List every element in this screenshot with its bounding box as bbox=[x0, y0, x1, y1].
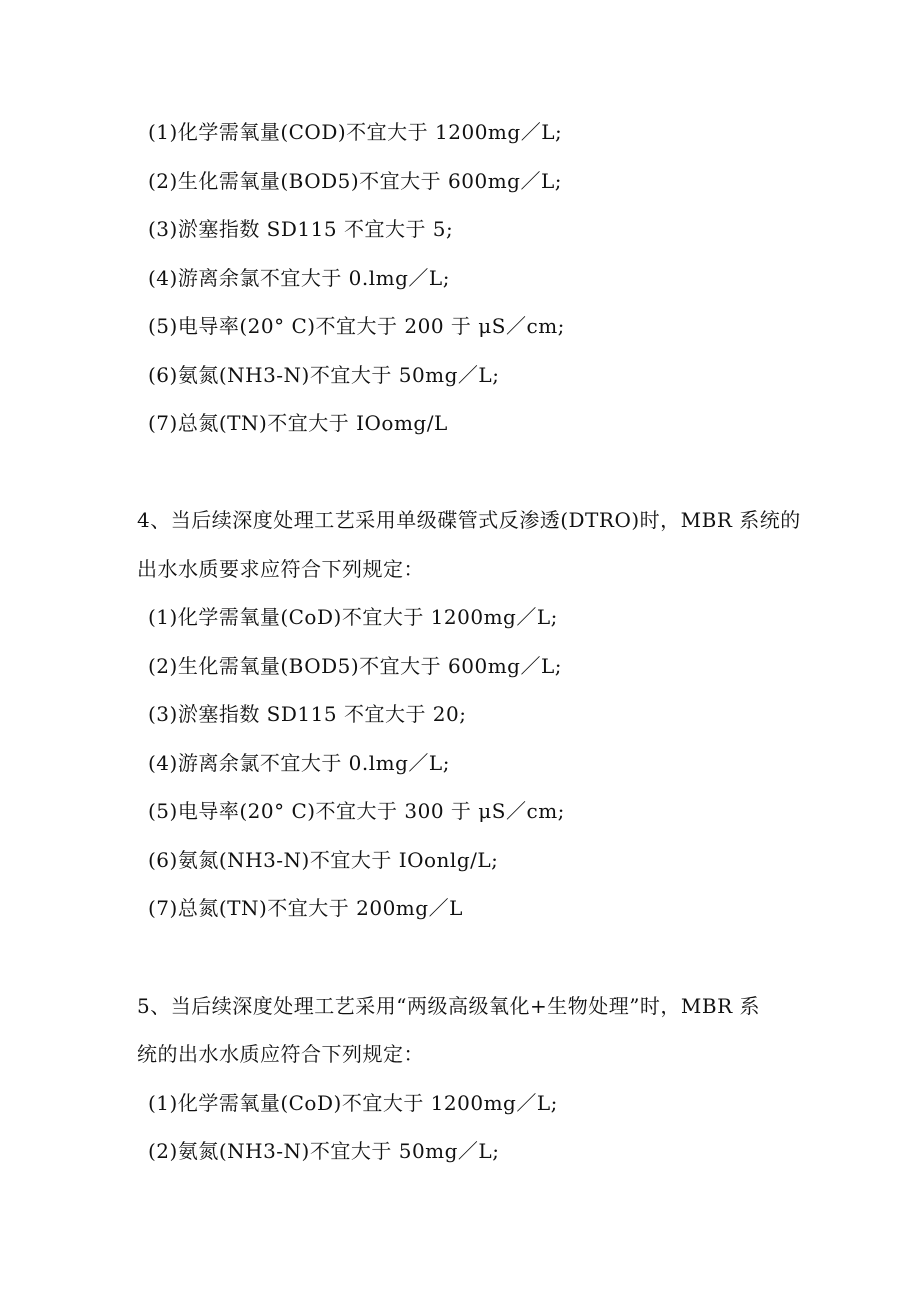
section4-heading-line1: 4、当后续深度处理工艺采用单级碟管式反渗透(DTRO)时，MBR 系统的 bbox=[137, 508, 801, 532]
list-item: (5)电导率(20° C)不宜大于 200 于 μS／cm; bbox=[148, 314, 565, 338]
list-item: (2)生化需氧量(BOD5)不宜大于 600mg／L; bbox=[148, 654, 562, 678]
list-item: (6)氨氮(NH3-N)不宜大于 IOonlg/L; bbox=[148, 848, 499, 872]
list-item: (7)总氮(TN)不宜大于 IOomg/L bbox=[148, 411, 448, 435]
list-item: (7)总氮(TN)不宜大于 200mg／L bbox=[148, 896, 463, 920]
list-item: (2)生化需氧量(BOD5)不宜大于 600mg／L; bbox=[148, 169, 562, 193]
list-item: (1)化学需氧量(COD)不宜大于 1200mg／L; bbox=[148, 120, 563, 144]
list-item: (3)淤塞指数 SD115 不宜大于 5; bbox=[148, 217, 454, 241]
list-item: (5)电导率(20° C)不宜大于 300 于 μS／cm; bbox=[148, 799, 565, 823]
list-item: (1)化学需氧量(CoD)不宜大于 1200mg／L; bbox=[148, 1091, 558, 1115]
list-item: (3)淤塞指数 SD115 不宜大于 20; bbox=[148, 702, 467, 726]
section5-heading-line2: 统的出水水质应符合下列规定： bbox=[137, 1042, 424, 1066]
list-item: (6)氨氮(NH3-N)不宜大于 50mg／L; bbox=[148, 363, 500, 387]
list-item: (4)游离余氯不宜大于 0.lmg／L; bbox=[148, 266, 450, 290]
section4-heading-line2: 出水水质要求应符合下列规定： bbox=[137, 557, 424, 581]
section5-heading-line1: 5、当后续深度处理工艺采用“两级高级氧化+生物处理”时，MBR 系 bbox=[137, 994, 761, 1018]
list-item: (2)氨氮(NH3-N)不宜大于 50mg／L; bbox=[148, 1139, 500, 1163]
list-item: (4)游离余氯不宜大于 0.lmg／L; bbox=[148, 751, 450, 775]
list-item: (1)化学需氧量(CoD)不宜大于 1200mg／L; bbox=[148, 605, 558, 629]
